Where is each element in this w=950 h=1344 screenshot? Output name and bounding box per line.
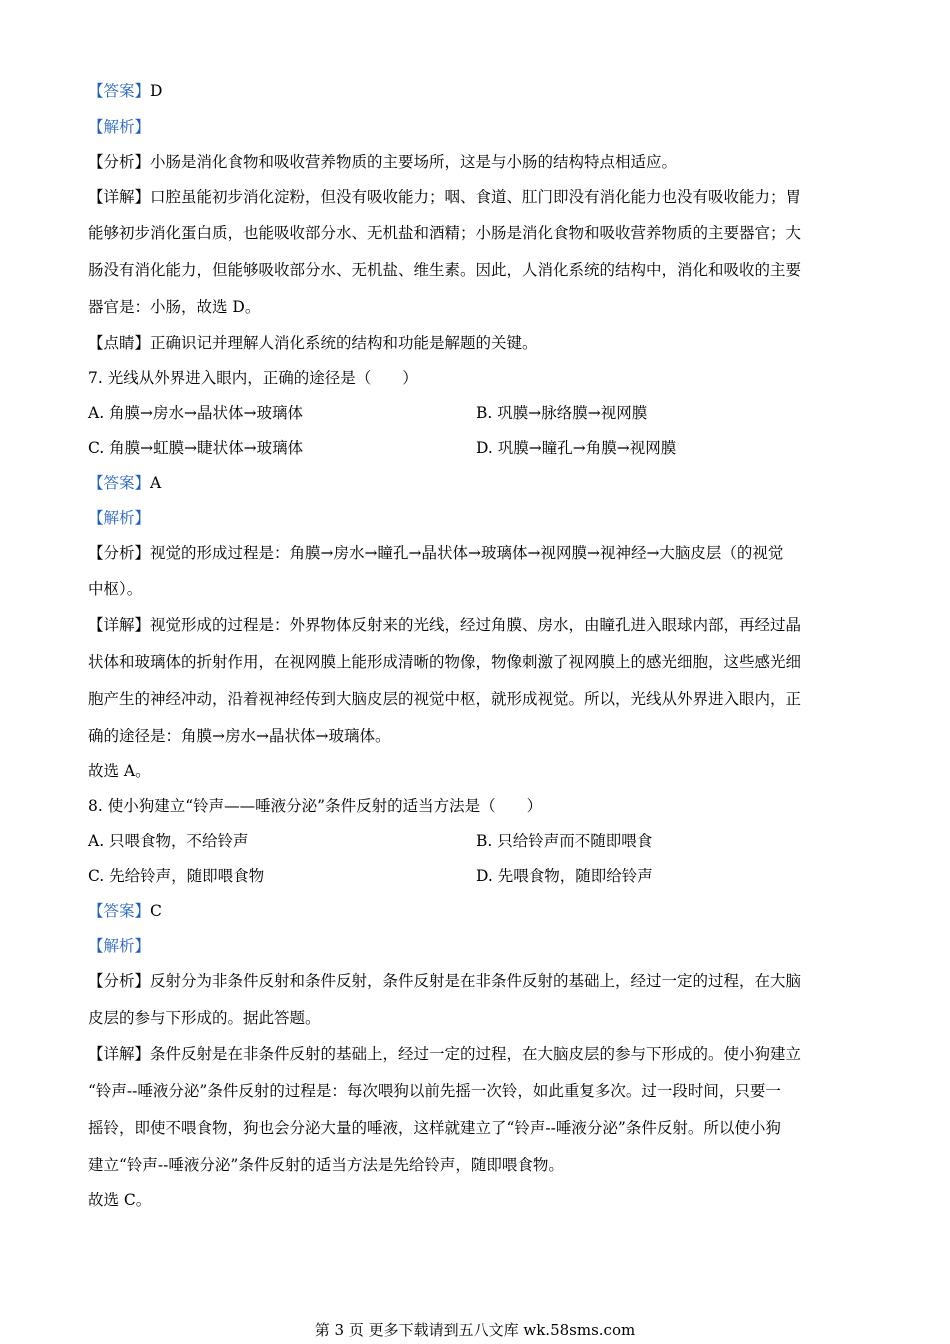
answer-tag: 【答案】	[88, 82, 151, 100]
q7-analysis-tag: 【解析】	[88, 509, 151, 527]
dianjing-text: 正确识记并理解人消化系统的结构和功能是解题的关键。	[150, 334, 538, 352]
q7-option-b: B. 巩膜→脉络膜→视网膜	[476, 404, 648, 422]
detail-text: 口腔虽能初步消化淀粉，但没有吸收能力；咽、食道、肛门即没有消化能力也没有吸收能力；胃	[150, 188, 802, 206]
fenxi-tag: 【分析】	[88, 972, 151, 990]
q8-detail-line-4: 建立“铃声--唾液分泌”条件反射的适当方法是先给铃声，随即喂食物。	[88, 1156, 564, 1174]
q8-option-d: D. 先喂食物，随即给铃声	[476, 867, 653, 885]
q6-detail-line-4: 器官是：小肠，故选 D。	[88, 298, 261, 316]
detail-tag: 【详解】	[88, 188, 151, 206]
fenxi-text: 小肠是消化食物和吸收营养物质的主要场所，这是与小肠的结构特点相适应。	[150, 153, 678, 171]
q8-fenxi-line-1	[88, 970, 868, 992]
q8-option-a: A. 只喂食物，不给铃声	[88, 832, 249, 850]
q8-detail-line-3: 摇铃，即使不喂食物，狗也会分泌大量的唾液，这样就建立了“铃声--唾液分泌”条件反射。所以使小狗	[88, 1119, 781, 1137]
q6-detail-line-3: 肠没有消化能力，但能够吸收部分水、无机盐、维生素。因此，人消化系统的结构中，消化和吸收的主要	[88, 261, 802, 279]
fenxi-text: 视觉的形成过程是：角膜→房水→瞳孔→晶状体→玻璃体→视网膜→视神经→大脑皮层（的视觉	[150, 544, 784, 562]
q7-fenxi-line-1	[88, 542, 868, 564]
q7-conclusion: 故选 A。	[88, 762, 151, 780]
q7-detail-line-2: 状体和玻璃体的折射作用，在视网膜上能形成清晰的物像，物像刺激了视网膜上的感光细胞，这些感光细	[88, 653, 802, 671]
q6-detail-line-1	[88, 186, 868, 208]
q8-answer-line	[88, 900, 868, 922]
q6-analysis-tag: 【解析】	[88, 118, 151, 136]
fenxi-text: 反射分为非条件反射和条件反射，条件反射是在非条件反射的基础上，经过一定的过程，在大脑	[150, 972, 802, 990]
q6-dianjing-line	[88, 332, 868, 354]
q7-detail-line-1	[88, 614, 868, 636]
q8-stem: 8. 使小狗建立“铃声——唾液分泌”条件反射的适当方法是（ ）	[88, 797, 543, 815]
q8-analysis-tag: 【解析】	[88, 937, 151, 955]
q7-option-a: A. 角膜→房水→晶状体→玻璃体	[88, 404, 304, 422]
fenxi-tag: 【分析】	[88, 544, 151, 562]
answer-tag: 【答案】	[88, 902, 151, 920]
q8-fenxi-line-2: 皮层的参与下形成的。据此答题。	[88, 1009, 321, 1027]
detail-tag: 【详解】	[88, 616, 151, 634]
q8-conclusion: 故选 C。	[88, 1191, 152, 1209]
detail-tag: 【详解】	[88, 1045, 151, 1063]
answer-value: D	[150, 82, 163, 100]
answer-tag: 【答案】	[88, 474, 151, 492]
q7-option-d: D. 巩膜→瞳孔→角膜→视网膜	[476, 439, 677, 457]
q8-detail-line-2: “铃声--唾液分泌”条件反射的过程是：每次喂狗以前先摇一次铃，如此重复多次。过一段时间，只要一	[88, 1082, 781, 1100]
answer-value: C	[150, 902, 162, 920]
q7-fenxi-line-2: 中枢）。	[88, 580, 143, 598]
q6-fenxi-line	[88, 151, 868, 173]
q8-option-b: B. 只给铃声而不随即喂食	[476, 832, 653, 850]
dianjing-tag: 【点睛】	[88, 334, 151, 352]
q7-option-c: C. 角膜→虹膜→睫状体→玻璃体	[88, 439, 304, 457]
q7-answer-line	[88, 472, 868, 494]
q8-detail-line-1	[88, 1043, 868, 1065]
q8-option-c: C. 先给铃声，随即喂食物	[88, 867, 265, 885]
q7-stem: 7. 光线从外界进入眼内，正确的途径是（ ）	[88, 369, 418, 387]
q6-detail-line-2: 能够初步消化蛋白质，也能吸收部分水、无机盐和酒精；小肠是消化食物和吸收营养物质的主要器官；大	[88, 224, 802, 242]
q7-detail-line-3: 胞产生的神经冲动，沿着视神经传到大脑皮层的视觉中枢，就形成视觉。所以，光线从外界进入眼内，正	[88, 690, 802, 708]
detail-text: 视觉形成的过程是：外界物体反射来的光线，经过角膜、房水，由瞳孔进入眼球内部，再经过晶	[150, 616, 802, 634]
fenxi-tag: 【分析】	[88, 153, 151, 171]
q6-answer-line	[88, 80, 868, 102]
page-footer: 第 3 页 更多下载请到五八文库 wk.58sms.com	[314, 1321, 636, 1339]
detail-text: 条件反射是在非条件反射的基础上，经过一定的过程，在大脑皮层的参与下形成的。使小狗建立	[150, 1045, 802, 1063]
answer-value: A	[150, 474, 162, 492]
q7-detail-line-4: 确的途径是：角膜→房水→晶状体→玻璃体。	[88, 727, 391, 745]
